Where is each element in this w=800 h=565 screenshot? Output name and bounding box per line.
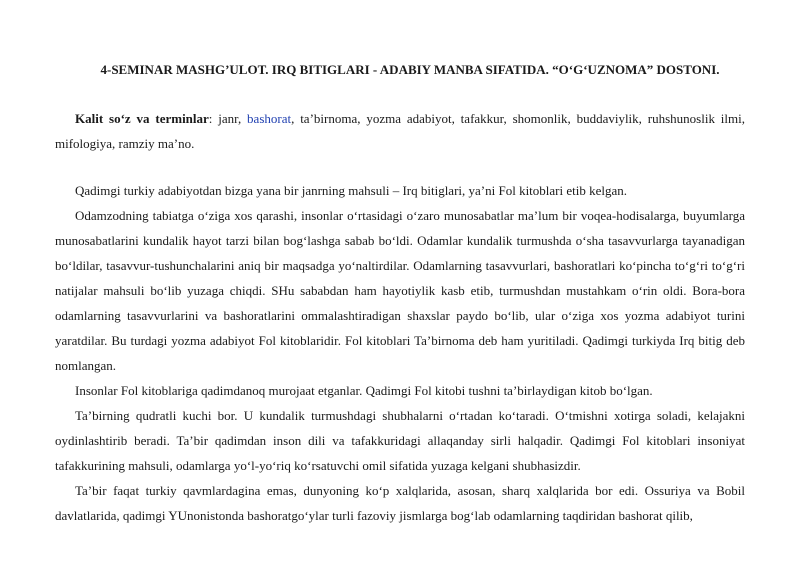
body-paragraph-1: Qadimgi turkiy adabiyotdan bizga yana bir janrning mahsuli – Irq bitiglari, ya’ni Fol kitoblari etib kelgan.: [75, 183, 628, 198]
body-paragraph-3: Insonlar Fol kitoblariga qadimdanoq murojaat etganlar. Qadimgi Fol kitobi tushni ta’birlaydigan kitob bo‘lgan.: [75, 383, 653, 398]
keywords-text-start: : janr,: [208, 111, 248, 126]
body-paragraph-2: Odamzodning tabiatga o‘ziga xos qarashi, insonlar o‘rtasidagi o‘zaro munosabatlar ma’lum bir voqea-hodisalarga, buyumlarga munosabatlarini kundalik hayot tarzi bilan bog‘lashga sabab bo‘ldi. Odamlar kundalik turmushda o‘sha tasavvurlarga tayanadigan bo‘ldilar, tasavvur-tushunchalarini aniq bir maqsadga yo‘naltirdilar. Odamlarning tasavvurlari, bashoratlari ko‘pincha to‘g‘ri to‘g‘ri natijalar mahsuli bo‘lib yuzaga chiqdi. SHu sababdan ham hayotiylik kasb etib, turmushdan mustahkam o‘rin oldi. Bora-bora odamlarning tasavvurlarini va bashoratlarini ommalashtiradigan shaxslar paydo bo‘lib, ular o‘ziga xos yozma adabiyot turini yaratdilar. Bu turdagi yozma adabiyot Fol kitoblaridir. Fol kitoblari Ta’birnoma deb ham yuritiladi. Qadimgi turkiyda Irq bitig deb nomlangan.: [55, 208, 745, 373]
document-title: 4-SEMINAR MASHG’ULOT. IRQ BITIGLARI - ADABIY MANBA SIFATIDA. “O‘G‘UZNOMA” DOSTONI.: [100, 62, 720, 77]
keyword-link-bashorat[interactable]: bashorat: [247, 111, 292, 126]
keywords-text-rest: , ta’birnoma, yozma adabiyot, tafakkur, shomonlik, buddaviylik, ruhshunoslik ilmi, mifologiya, ramziy ma’no.: [55, 111, 745, 151]
keywords-paragraph: [55, 106, 745, 156]
body-paragraph-4: Ta’birning qudratli kuchi bor. U kundalik turmushdagi shubhalarni o‘rtadan ko‘taradi. O‘tmishni xotirga soladi, kelajakni oydinlashtirib beradi. Ta’bir qadimdan inson dili va tafakkuridagi allaqanday sirli halqadir. Qadimgi Fol kitoblari insoniyat tafakkurining mahsuli, odamlarga yo‘l-yo‘riq ko‘rsatuvchi omil sifatida yuzaga kelgani shubhasizdir.: [55, 408, 745, 473]
body-paragraph-5: Ta’bir faqat turkiy qavmlardagina emas, dunyoning ko‘p xalqlarida, asosan, sharq xalqlarida bor edi. Ossuriya va Bobil davlatlarida, qadimgi YUnonistonda bashoratgo‘ylar turli fazoviy jismlarga bog‘lab odamlarning taqdiridan bashorat qilib,: [55, 483, 745, 523]
keywords-label: Kalit so‘z va terminlar: [75, 111, 209, 126]
